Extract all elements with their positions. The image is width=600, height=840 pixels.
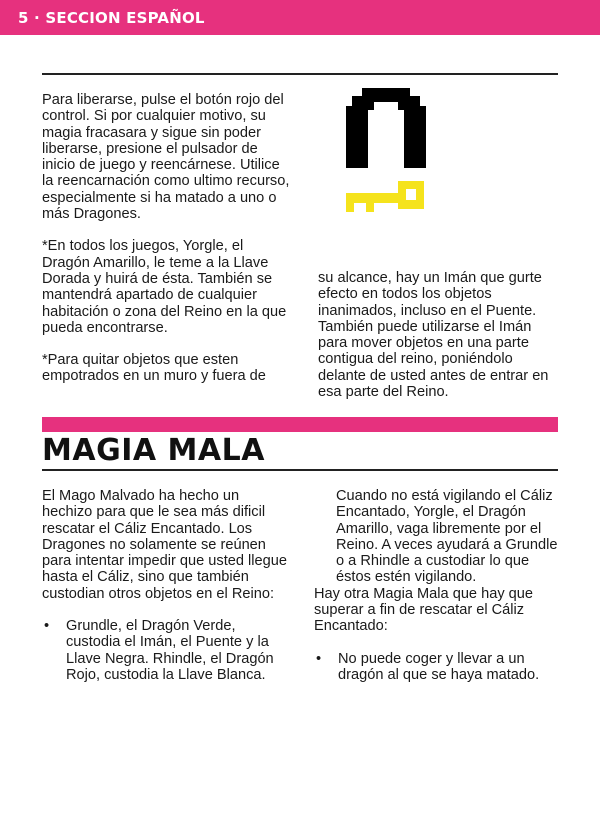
section-left-bullets: [42, 618, 292, 683]
section-header-label: 5 · SECCION ESPAÑOL: [18, 9, 205, 27]
intro-paragraph-3: *Para quitar objetos que esten empotrados en un muro y fuera de: [42, 352, 266, 385]
section-right-column: [314, 488, 558, 683]
intro-paragraph-1: Para liberarse, pulse el botón rojo del control. Si por cualquier motivo, su magia fracasara y sigue sin poder liberarse, presione el pulsador de inicio de juego y reencárnese. Utilice la reencarnación como ultimo recurso, especialmente si ha matado a uno o más Dragones.: [42, 92, 290, 223]
list-item: • No puede coger y llevar a un dragón al que se haya matado.: [314, 651, 558, 684]
section-divider-band: [42, 417, 558, 432]
magnet-icon: [346, 88, 426, 168]
section-right-bullets: [314, 651, 558, 684]
section-left-column: [42, 488, 292, 683]
section-rule: [42, 469, 558, 471]
section-right-continuation: Cuando no está vigilando el Cáliz Encantado, Yorgle, el Dragón Amarillo, vaga libremente por el Reino. A veces ayudará a Grundle o a Rhindle a custodiar lo que éstos estén vigilando.: [336, 488, 558, 586]
list-item: • Grundle, el Dragón Verde, custodia el Imán, el Puente y la Llave Negra. Rhindle, el Dragón Rojo, custodia la Llave Blanca.: [42, 618, 292, 683]
intro-right-paragraph: su alcance, hay un Imán que gurte efecto en todos los objetos inanimados, incluso en el Puente. También puede utilizarse el Imán para mover objetos en una parte contigua del reino, poniéndolo delante de usted antes de entrar en esa parte del Reino.: [318, 270, 549, 401]
intro-left-column: [42, 92, 290, 385]
section-title: MAGIA MALA: [42, 433, 265, 468]
magnet-and-key-illustration: [346, 88, 426, 228]
intro-paragraph-2: *En todos los juegos, Yorgle, el Dragón Amarillo, le teme a la Llave Dorada y huirá de ésta. También se mantendrá apartado de cualquier habitación o zona del Reino en la que pueda encontrarse.: [42, 238, 287, 336]
top-rule: [42, 73, 558, 75]
intro-right-column: [318, 270, 558, 400]
header-bar: [0, 0, 600, 35]
section-right-paragraph: Hay otra Magia Mala que hay que superar a fin de rescatar el Cáliz Encantado:: [314, 585, 534, 635]
section-left-paragraph: El Mago Malvado ha hecho un hechizo para que le sea más dificil rescatar el Cáliz Encantado. Los Dragones no solamente se reúnen para intentar impedir que usted llegue hasta el Cáliz, sino que también custodian otros objetos en el Reino:: [42, 488, 288, 602]
key-icon: [346, 181, 424, 212]
